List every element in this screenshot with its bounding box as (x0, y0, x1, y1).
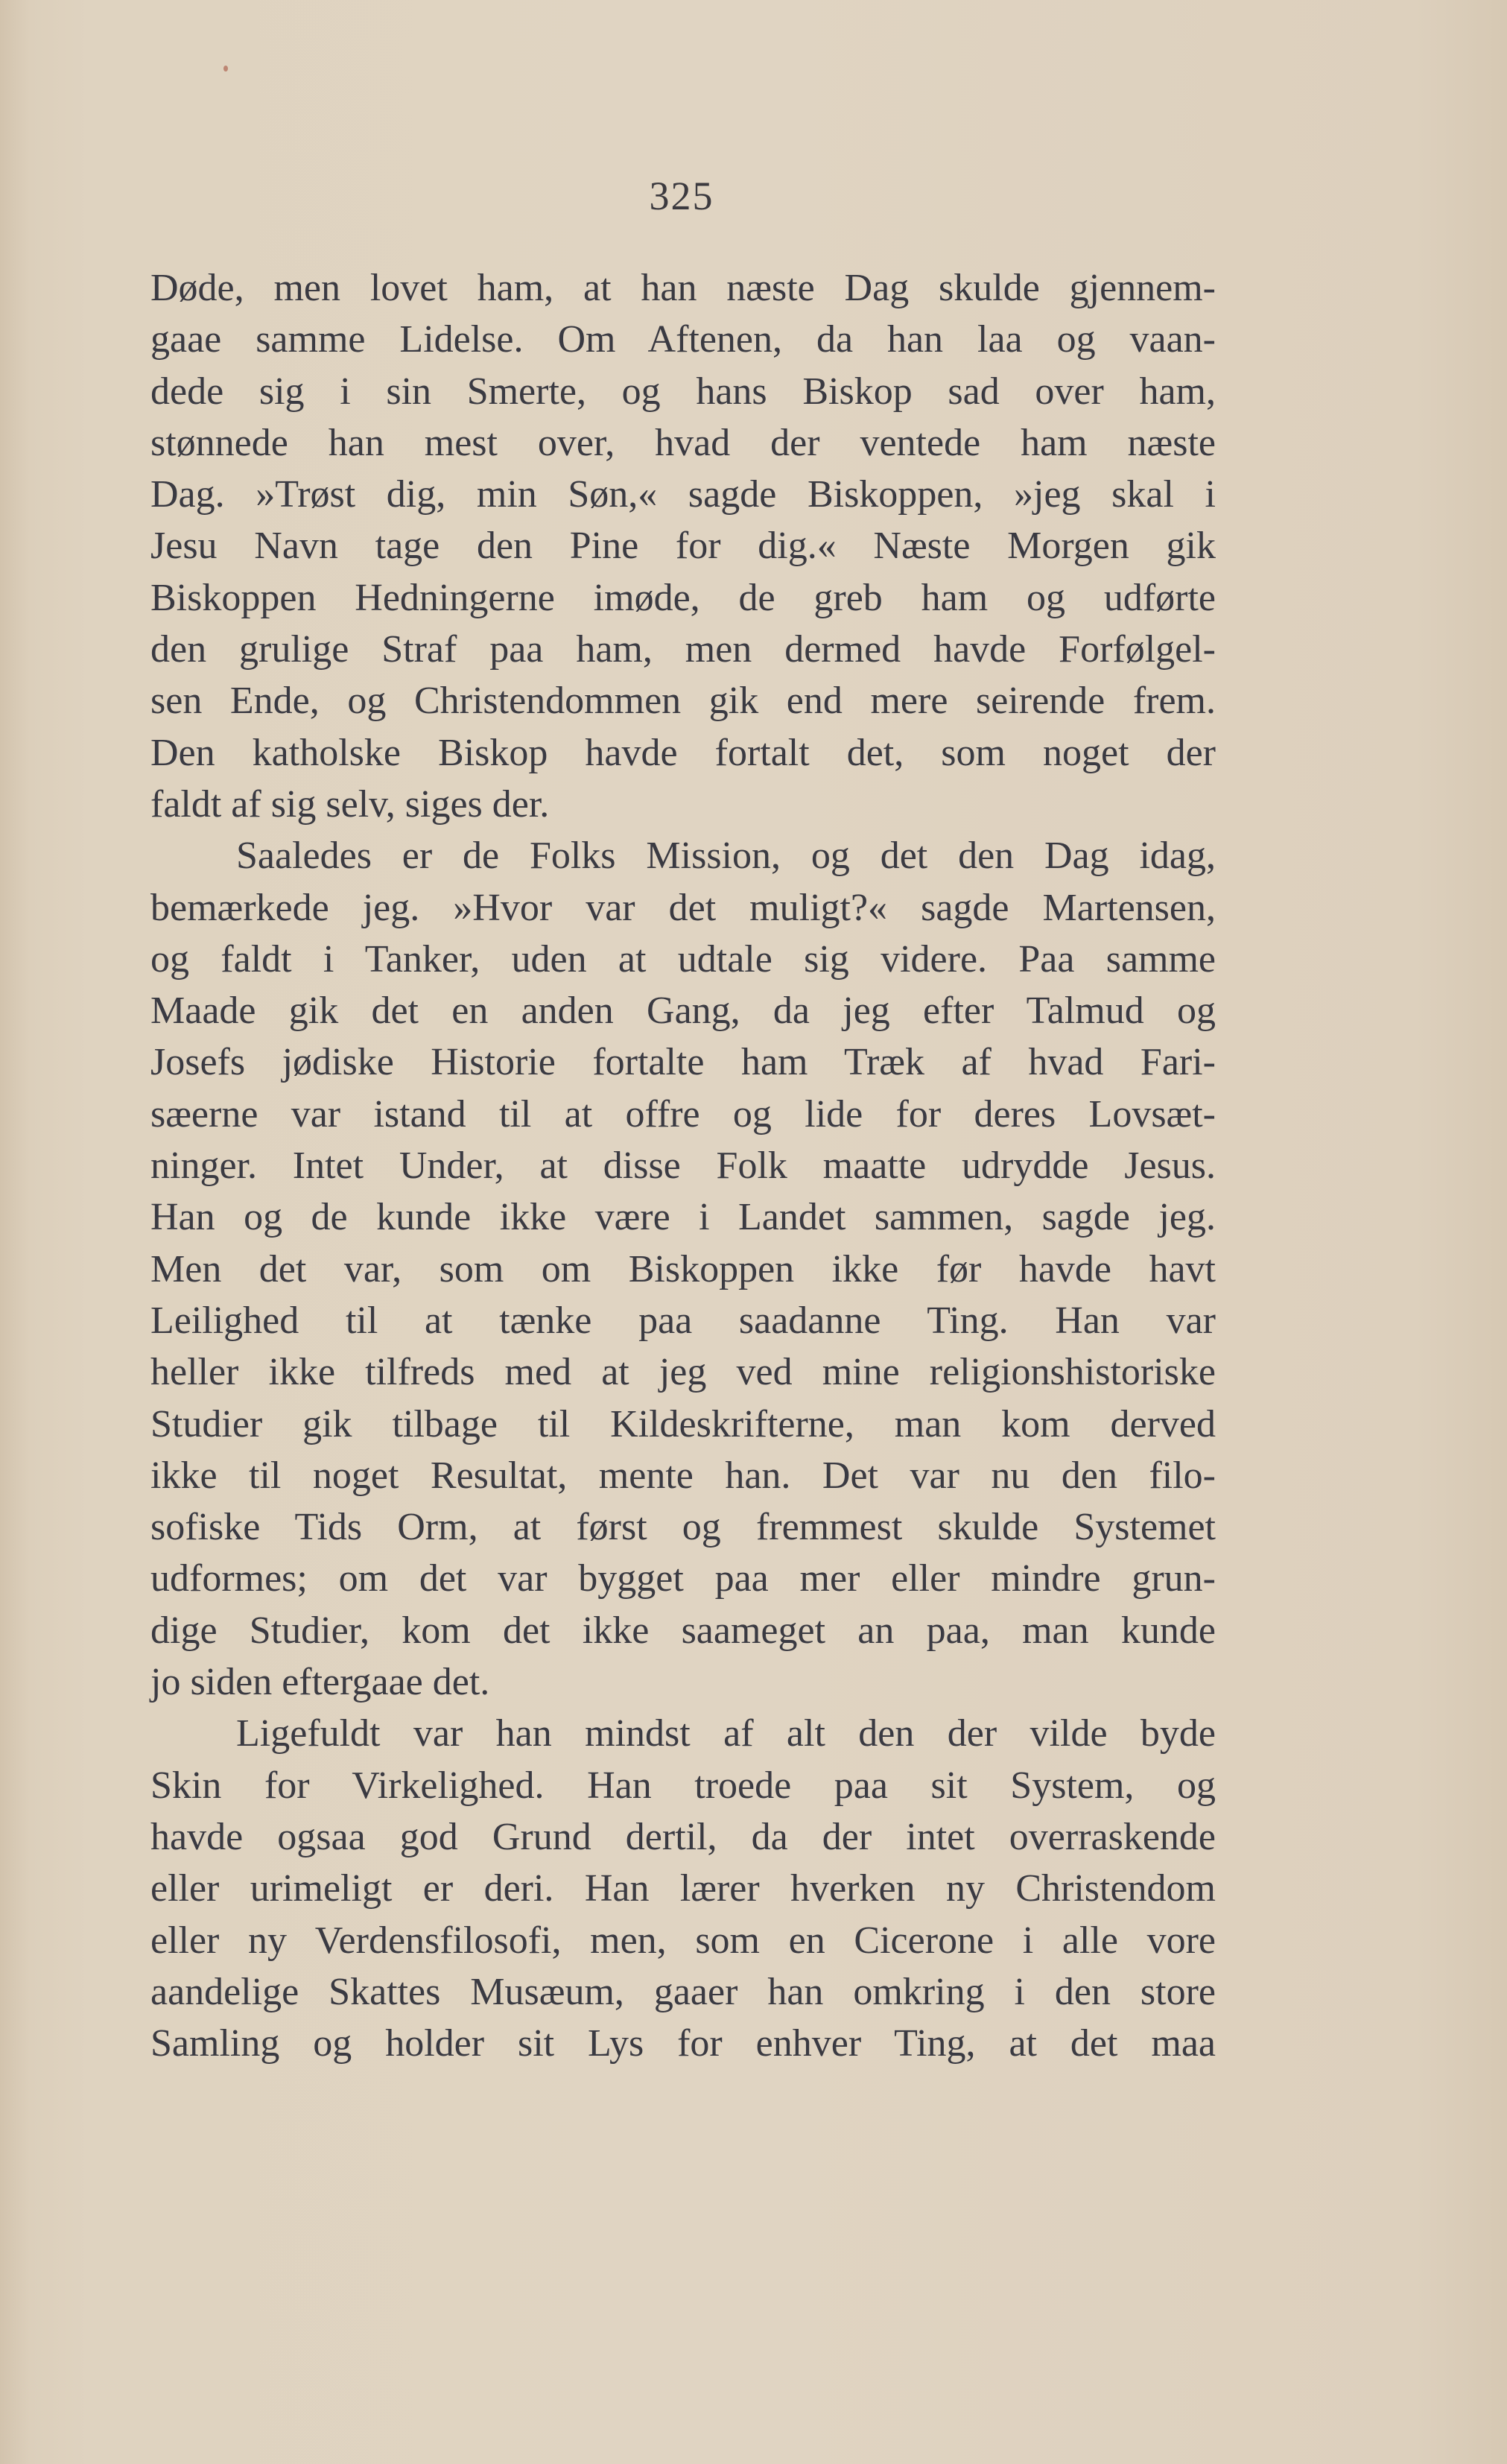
text-line: Ligefuldt var han mindst af alt den der vilde byde (236, 1712, 1216, 1755)
text-line: Josefs jødiske Historie fortalte ham Træk af hvad Fari- (150, 1041, 1216, 1084)
text-line: gaae samme Lidelse. Om Aftenen, da han laa og vaan- (150, 318, 1216, 361)
text-line: aandelige Skattes Musæum, gaaer han omkring i den store (150, 1970, 1216, 2013)
text-line: Jesu Navn tage den Pine for dig.« Næste Morgen gik (150, 525, 1216, 568)
text-line: Maade gik det en anden Gang, da jeg efter Talmud og (150, 989, 1216, 1033)
text-line: Studier gik tilbage til Kildeskrifterne, man kom derved (150, 1402, 1216, 1445)
text-line: Dag. »Trøst dig, min Søn,« sagde Biskoppen, »jeg skal i (150, 473, 1216, 516)
text-line: sen Ende, og Christendommen gik end mere seirende frem. (150, 680, 1216, 723)
text-line: Skin for Virkelighed. Han troede paa sit System, og (150, 1764, 1216, 1807)
body-text (150, 262, 1216, 2069)
text-line: eller urimeligt er deri. Han lærer hverken ny Christendom (150, 1867, 1216, 1910)
text-line: ninger. Intet Under, at disse Folk maatte udrydde Jesus. (150, 1144, 1216, 1188)
text-line: sofiske Tids Orm, at først og fremmest skulde Systemet (150, 1506, 1216, 1549)
text-line: bemærkede jeg. »Hvor var det muligt?« sagde Martensen, (150, 886, 1216, 929)
text-line: ikke til noget Resultat, mente han. Det var nu den filo- (150, 1454, 1216, 1497)
text-line: jo siden eftergaae det. (150, 1661, 490, 1704)
text-line: eller ny Verdensfilosofi, men, som en Cicerone i alle vore (150, 1919, 1216, 1962)
ink-spot (223, 66, 228, 72)
text-line: sæerne var istand til at offre og lide for deres Lovsæt- (150, 1092, 1216, 1136)
text-line: Saaledes er de Folks Mission, og det den Dag idag, (236, 834, 1216, 878)
text-line: og faldt i Tanker, uden at udtale sig videre. Paa samme (150, 937, 1216, 981)
text-line: Men det var, som om Biskoppen ikke før havde havt (150, 1247, 1216, 1290)
text-line: Leilighed til at tænke paa saadanne Ting. Han var (150, 1299, 1216, 1342)
text-line: stønnede han mest over, hvad der ventede ham næste (150, 421, 1216, 464)
text-line: Den katholske Biskop havde fortalt det, som noget der (150, 731, 1216, 774)
text-line: heller ikke tilfreds med at jeg ved mine religionshistoriske (150, 1351, 1216, 1394)
text-line: Døde, men lovet ham, at han næste Dag skulde gjennem- (150, 267, 1216, 309)
text-line: dige Studier, kom det ikke saameget an paa, man kunde (150, 1609, 1216, 1652)
text-line: havde ogsaa god Grund dertil, da der intet overraskende (150, 1815, 1216, 1858)
text-line: dede sig i sin Smerte, og hans Biskop sad over ham, (150, 370, 1216, 413)
text-line: den grulige Straf paa ham, men dermed havde Forfølgel- (150, 628, 1216, 671)
text-line: Samling og holder sit Lys for enhver Ting, at det maa (150, 2022, 1216, 2065)
text-line: faldt af sig selv, siges der. (150, 782, 550, 826)
text-line: udformes; om det var bygget paa mer eller mindre grun- (150, 1557, 1216, 1600)
page-number: 325 (649, 174, 714, 218)
text-line: Han og de kunde ikke være i Landet sammen, sagde jeg. (150, 1196, 1216, 1239)
text-line: Biskoppen Hedningerne imøde, de greb ham og udførte (150, 576, 1216, 619)
